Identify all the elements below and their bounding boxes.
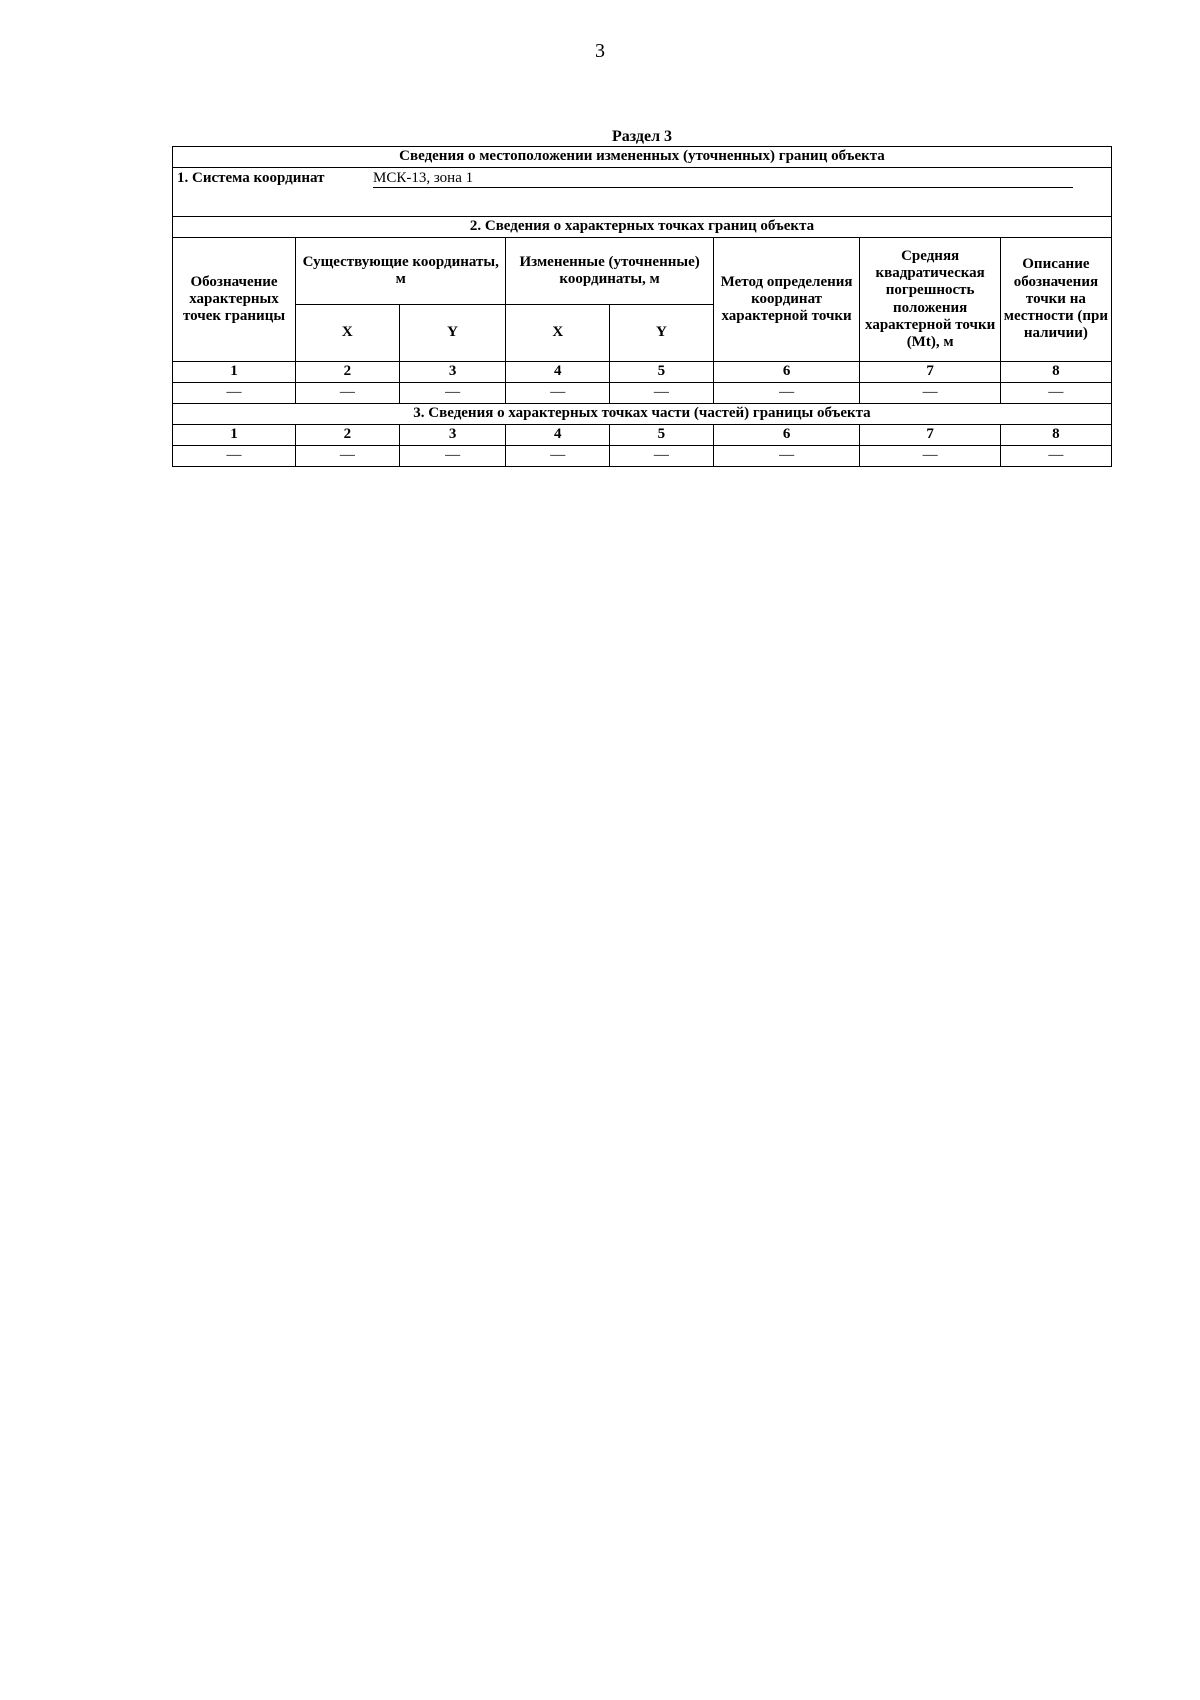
column-number: 5	[610, 362, 714, 383]
coord-system-cell	[173, 168, 1112, 217]
column-numbers-row-section3	[173, 425, 1112, 446]
dash-cell: —	[610, 383, 714, 404]
dash-cell: —	[1000, 446, 1111, 467]
column-number: 1	[173, 362, 296, 383]
column-number: 8	[1000, 425, 1111, 446]
header-existing-x: X	[296, 305, 400, 362]
header-existing-coords: Существующие координаты, м	[296, 238, 506, 305]
table-title: Сведения о местоположении измененных (уточненных) границ объекта	[173, 147, 1112, 168]
table-row-section3	[173, 446, 1112, 467]
column-number: 4	[506, 362, 610, 383]
dash-cell: —	[1000, 383, 1111, 404]
header-point-designation: Обозначение характерных точек границы	[173, 238, 296, 362]
dash-cell: —	[713, 446, 860, 467]
column-number: 3	[399, 425, 506, 446]
page-number: 3	[595, 40, 605, 62]
dash-cell: —	[173, 383, 296, 404]
header-mean-error: Средняя квадратическая погрешность положения характерной точки (Mt), м	[860, 238, 1000, 362]
dash-cell: —	[860, 383, 1000, 404]
column-number: 1	[173, 425, 296, 446]
dash-cell: —	[173, 446, 296, 467]
coord-system-label: 1. Система координат	[177, 170, 325, 186]
column-number: 3	[399, 362, 506, 383]
column-number: 7	[860, 362, 1000, 383]
column-number: 5	[610, 425, 714, 446]
header-changed-y: Y	[610, 305, 714, 362]
column-number: 8	[1000, 362, 1111, 383]
column-number: 4	[506, 425, 610, 446]
boundary-table	[172, 146, 1112, 467]
column-number: 2	[296, 362, 400, 383]
dash-cell: —	[296, 383, 400, 404]
dash-cell: —	[399, 446, 506, 467]
header-existing-y: Y	[399, 305, 506, 362]
header-description: Описание обозначения точки на местности (при наличии)	[1000, 238, 1111, 362]
dash-cell: —	[506, 446, 610, 467]
column-number: 2	[296, 425, 400, 446]
table-row-section2	[173, 383, 1112, 404]
subsection2-title: 2. Сведения о характерных точках границ объекта	[173, 217, 1112, 238]
header-changed-x: X	[506, 305, 610, 362]
dash-cell: —	[399, 383, 506, 404]
coord-system-value: МСК-13, зона 1	[373, 170, 1073, 188]
column-number: 6	[713, 362, 860, 383]
dash-cell: —	[860, 446, 1000, 467]
subsection3-title: 3. Сведения о характерных точках части (частей) границы объекта	[173, 404, 1112, 425]
header-changed-coords: Измененные (уточненные) координаты, м	[506, 238, 713, 305]
dash-cell: —	[610, 446, 714, 467]
header-method: Метод определения координат характерной точки	[713, 238, 860, 362]
dash-cell: —	[713, 383, 860, 404]
column-number: 6	[713, 425, 860, 446]
dash-cell: —	[506, 383, 610, 404]
column-number: 7	[860, 425, 1000, 446]
dash-cell: —	[296, 446, 400, 467]
column-numbers-row-section2	[173, 362, 1112, 383]
section-title: Раздел 3	[611, 128, 673, 145]
